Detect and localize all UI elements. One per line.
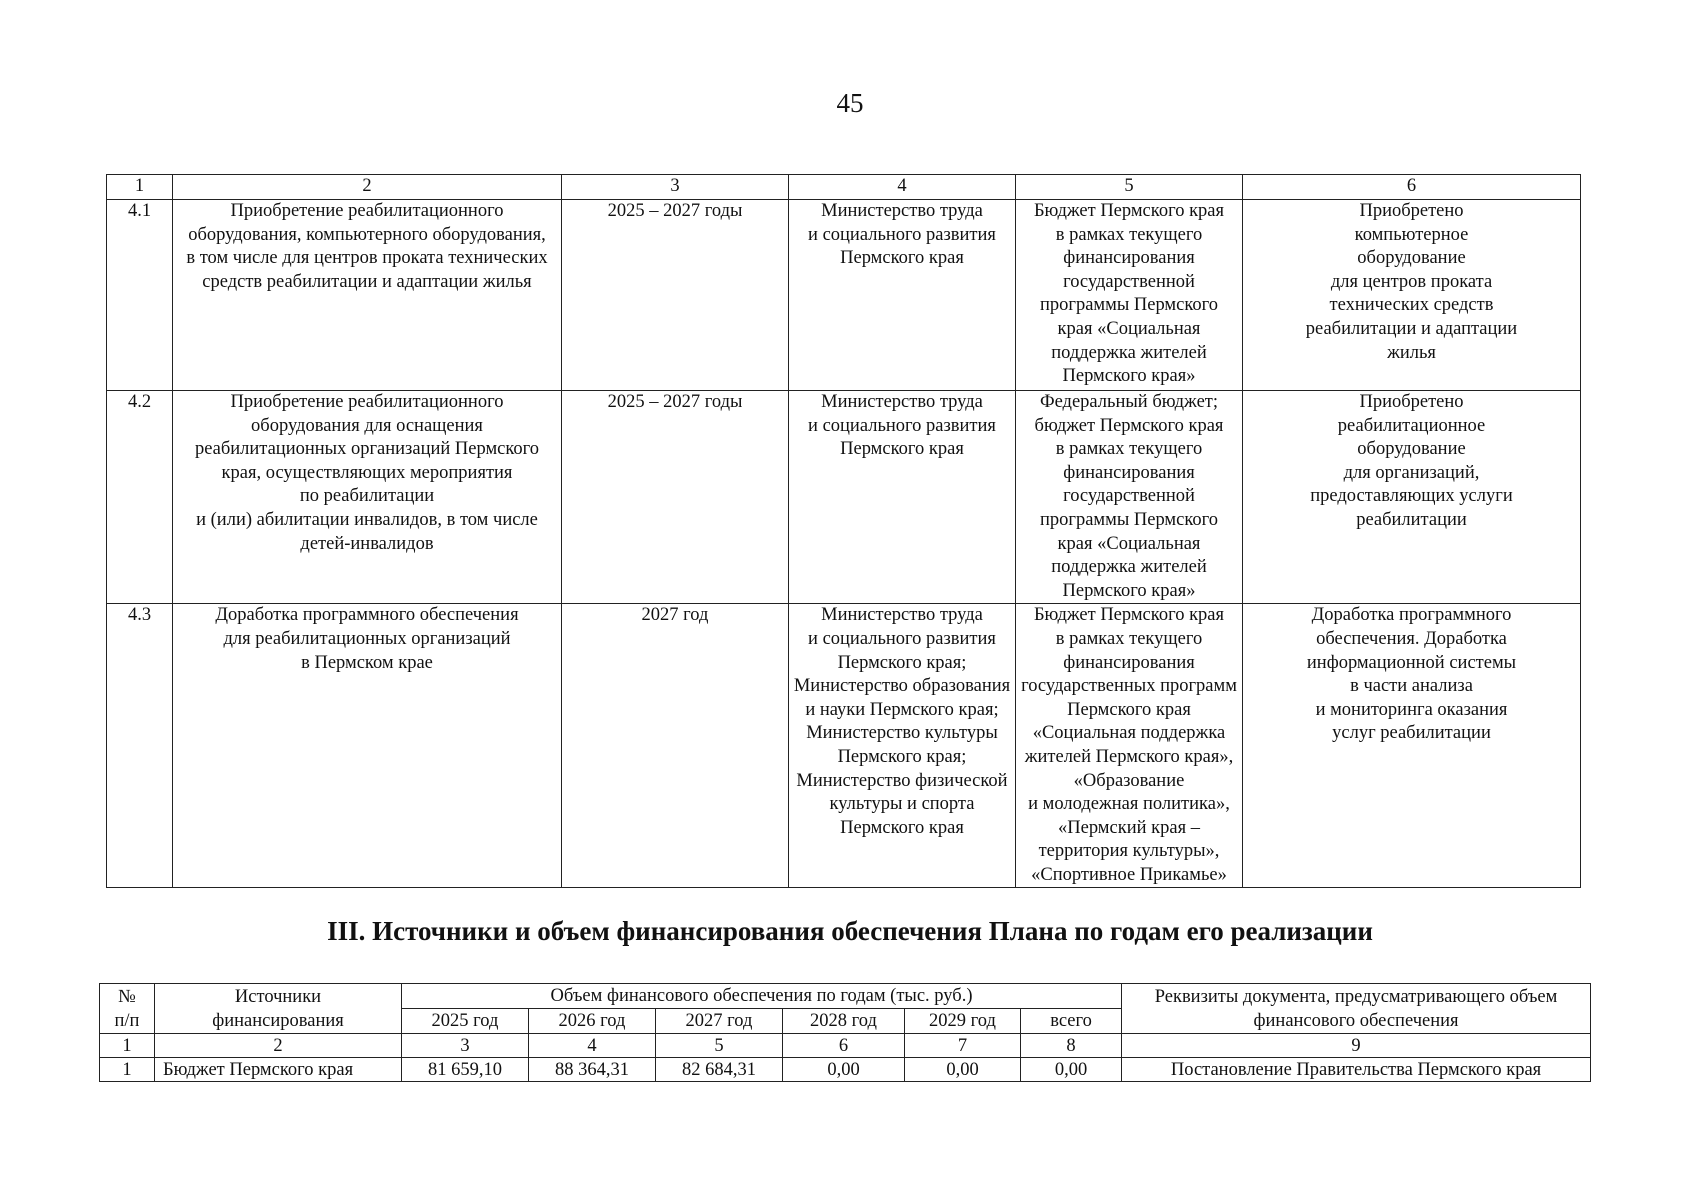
- finance-header-row: [100, 984, 1591, 1009]
- finance-table: [99, 983, 1591, 1082]
- funding-source-cell: Федеральный бюджет; бюджет Пермского края в рамках текущего финансирования государственной программы Пермского края «Социальная поддержка жителей Пермского края»: [1016, 391, 1243, 604]
- page-number: 45: [836, 88, 864, 118]
- result-cell: Приобретено компьютерное оборудование для центров проката технических средств реабилитации и адаптации жилья: [1243, 200, 1581, 391]
- year-header: 2027 год: [656, 1009, 783, 1034]
- column-number: 9: [1122, 1034, 1591, 1058]
- column-number: 6: [1243, 175, 1581, 200]
- finance-data-row: [100, 1058, 1591, 1082]
- column-number: 8: [1021, 1034, 1122, 1058]
- plan-table: [106, 174, 1581, 888]
- measure-cell: Приобретение реабилитационного оборудования для оснащения реабилитационных организаций Пермского края, осуществляющих мероприятия по реабилитации и (или) абилитации инвалидов, в том числе детей-инвалидов: [173, 391, 562, 604]
- amount-cell: 81 659,10: [402, 1058, 529, 1082]
- executor-cell: Министерство труда и социального развития Пермского края: [789, 391, 1016, 604]
- executor-cell: Министерство труда и социального развития Пермского края: [789, 200, 1016, 391]
- result-cell: Приобретено реабилитационное оборудование для организаций, предоставляющих услуги реабилитации: [1243, 391, 1581, 604]
- column-number: 2: [173, 175, 562, 200]
- year-header: 2029 год: [905, 1009, 1021, 1034]
- column-number: 1: [100, 1034, 155, 1058]
- funding-source-cell: Бюджет Пермского края: [155, 1058, 402, 1082]
- column-number: 3: [562, 175, 789, 200]
- section-title: III. Источники и объем финансирования обеспечения Плана по годам его реализации: [327, 916, 1373, 946]
- column-number: 4: [529, 1034, 656, 1058]
- period-cell: 2025 – 2027 годы: [562, 391, 789, 604]
- funding-source-cell: Бюджет Пермского края в рамках текущего финансирования государственной программы Пермского края «Социальная поддержка жителей Пермского края»: [1016, 200, 1243, 391]
- column-number-header: № п/п: [100, 984, 155, 1034]
- total-amount-cell: 0,00: [1021, 1058, 1122, 1082]
- year-header: 2025 год: [402, 1009, 529, 1034]
- result-cell: Доработка программного обеспечения. Доработка информационной системы в части анализа и мониторинга оказания услуг реабилитации: [1243, 604, 1581, 888]
- period-cell: 2027 год: [562, 604, 789, 888]
- period-cell: 2025 – 2027 годы: [562, 200, 789, 391]
- column-document-header: Реквизиты документа, предусматривающего объем финансового обеспечения: [1122, 984, 1591, 1034]
- column-number: 4: [789, 175, 1016, 200]
- column-number: 5: [1016, 175, 1243, 200]
- total-header: всего: [1021, 1009, 1122, 1034]
- column-number: 5: [656, 1034, 783, 1058]
- table-row: [107, 604, 1581, 888]
- finance-column-numbers-row: [100, 1034, 1591, 1058]
- column-number: 3: [402, 1034, 529, 1058]
- year-header: 2028 год: [783, 1009, 905, 1034]
- row-number: 1: [100, 1058, 155, 1082]
- row-number: 4.1: [107, 200, 173, 391]
- column-number: 6: [783, 1034, 905, 1058]
- column-source-header: Источники финансирования: [155, 984, 402, 1034]
- measure-cell: Приобретение реабилитационного оборудования, компьютерного оборудования, в том числе для центров проката технических средств реабилитации и адаптации жилья: [173, 200, 562, 391]
- table-row: [107, 200, 1581, 391]
- amount-cell: 82 684,31: [656, 1058, 783, 1082]
- amount-cell: 0,00: [905, 1058, 1021, 1082]
- column-number: 1: [107, 175, 173, 200]
- table-header-row: [107, 175, 1581, 200]
- amount-cell: 0,00: [783, 1058, 905, 1082]
- column-number: 7: [905, 1034, 1021, 1058]
- document-cell: Постановление Правительства Пермского края: [1122, 1058, 1591, 1082]
- row-number: 4.3: [107, 604, 173, 888]
- column-number: 2: [155, 1034, 402, 1058]
- table-row: [107, 391, 1581, 604]
- column-volume-header: Объем финансового обеспечения по годам (тыс. руб.): [402, 984, 1122, 1009]
- executor-cell: Министерство труда и социального развития Пермского края; Министерство образования и науки Пермского края; Министерство культуры Пермского края; Министерство физической культуры и спорта Пермского края: [789, 604, 1016, 888]
- year-header: 2026 год: [529, 1009, 656, 1034]
- measure-cell: Доработка программного обеспечения для реабилитационных организаций в Пермском крае: [173, 604, 562, 888]
- funding-source-cell: Бюджет Пермского края в рамках текущего финансирования государственных программ Пермского края «Социальная поддержка жителей Пермского края», «Образование и молодежная политика», «Пермский края – территория культуры», «Спортивное Прикамье»: [1016, 604, 1243, 888]
- row-number: 4.2: [107, 391, 173, 604]
- amount-cell: 88 364,31: [529, 1058, 656, 1082]
